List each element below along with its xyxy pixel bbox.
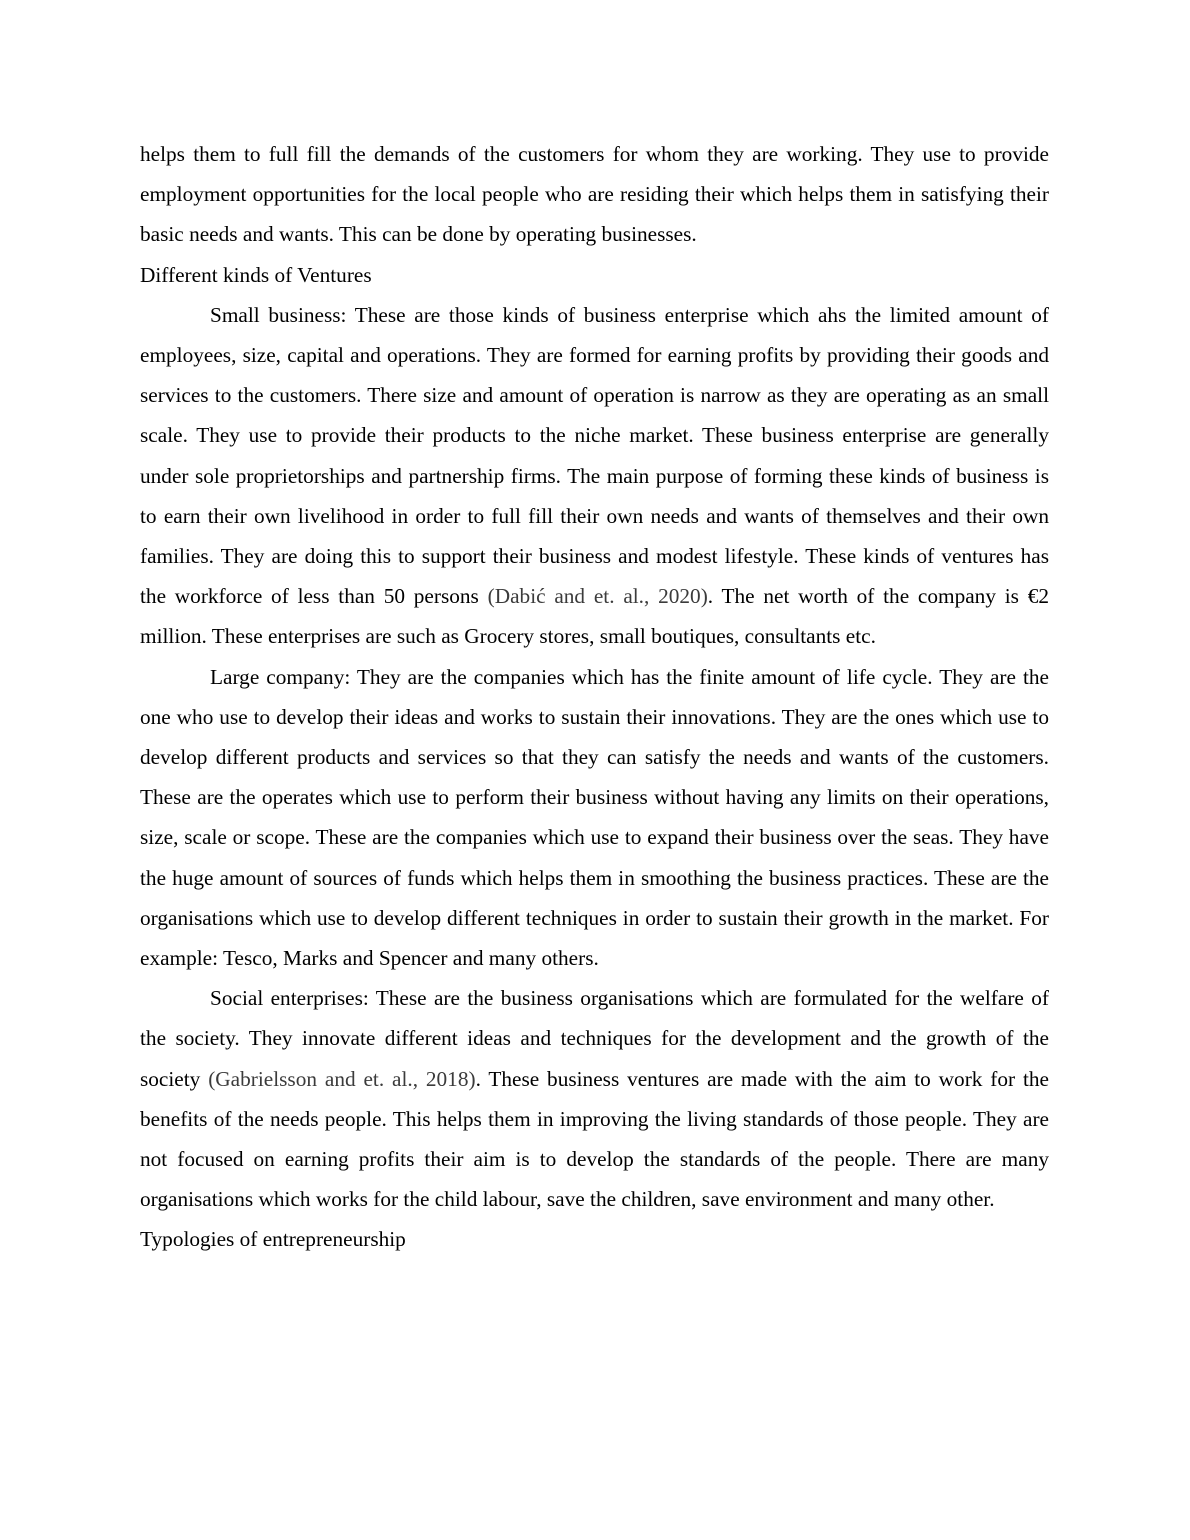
ventures-heading: Different kinds of Ventures <box>140 262 372 287</box>
small-business-text: Small business: These are those kinds of business enterprise which ahs the limited amount of employees, size, capital and operations. They are formed for earning profits by providing their goods and services to the customers. There size and amount of operation is narrow as they are operating as an small scale. They use to provide their products to the niche market. These business enterprise are generally under sole proprietorships and partnership firms. The main purpose of forming these kinds of business is to earn their own livelihood in order to full fill their own needs and wants of themselves and their own families. They are doing this to support their business and modest lifestyle. These kinds of ventures has the workforce of less than 50 persons <box>140 302 1049 609</box>
typologies-heading: Typologies of entrepreneurship <box>140 1227 406 1252</box>
small-business-paragraph <box>140 295 1049 657</box>
large-company-paragraph: Large company: They are the companies which has the finite amount of life cycle. They are the one who use to develop their ideas and works to sustain their innovations. They are the ones which use to develop different products and services so that they can satisfy the needs and wants of the customers. These are the operates which use to perform their business without having any limits on their operations, size, scale or scope. These are the companies which use to expand their business over the seas. They have the huge amount of sources of funds which helps them in smoothing the business practices. These are the organisations which use to develop different techniques in order to sustain their growth in the market. For example: Tesco, Marks and Spencer and many others. <box>140 664 1049 971</box>
social-enterprises-text-end: . These business ventures are made with the aim to work for the benefits of the needs people. This helps them in improving the living standards of those people. They are not focused on earning profits their aim is to develop the standards of the people. There are many organisations which works for the child labour, save the children, save environment and many other. <box>140 1066 1049 1212</box>
social-enterprises-paragraph <box>140 978 1049 1219</box>
document-page <box>140 134 1049 1260</box>
citation-gabrielsson: (Gabrielsson and et. al., 2018) <box>208 1066 476 1091</box>
social-enterprises-text: Social enterprises: These are the business organisations which are formulated for the welfare of the society. They innovate different ideas and techniques for the development and the growth of the society <box>140 986 1049 1091</box>
citation-dabic: (Dabić and et. al., 2020) <box>487 584 708 609</box>
intro-paragraph: helps them to full fill the demands of the customers for whom they are working. They use to provide employment opportunities for the local people who are residing their which helps them in satisfying their basic needs and wants. This can be done by operating businesses. <box>140 142 1049 247</box>
small-business-text-end: . The net worth of the company is €2 million. These enterprises are such as Grocery stores, small boutiques, consultants etc. <box>140 584 1050 649</box>
